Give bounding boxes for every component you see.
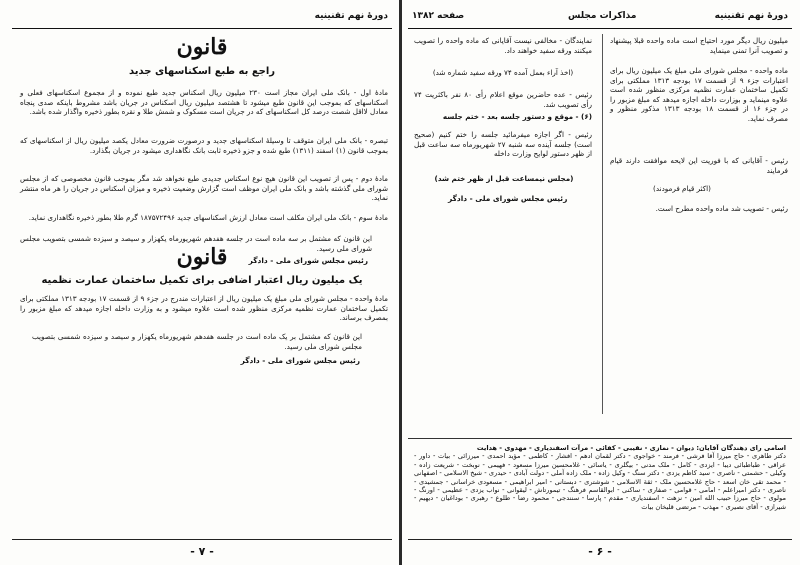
- law1-signature: رئیس مجلس شورای ملی - دادگر: [248, 256, 368, 265]
- members-top-rule: [408, 438, 792, 439]
- debate-right-p3: رئیس - آقایانی که با فوریت این لایحه موافقت دارند قیام فرمایند: [610, 156, 788, 175]
- debate-left-heading: (۶) - موقع و دستور جلسه بعد - ختم جلسه: [442, 112, 592, 121]
- debate-left-p6: (مجلس نیمساعت قبل از ظهر ختم شد): [434, 174, 574, 183]
- right-header-session: دورهٔ نهم تقنینیه: [714, 11, 788, 21]
- voters-list: [414, 444, 786, 536]
- debate-right-p4: (اکثر قیام فرمودند): [653, 184, 711, 193]
- right-header-title: مذاکرات مجلس: [568, 11, 637, 21]
- law1-subtitle: راجع به طبع اسکناسهای جدید: [128, 66, 276, 77]
- page-fold: [399, 0, 402, 565]
- law1-enactment: این قانون که مشتمل بر سه ماده است در جلسه هفدهم شهریورماه یکهزار و سیصد و سیزده شمسی بتصویب مجلس شورای ملی رسید.: [20, 234, 372, 253]
- right-footer-rule: [408, 539, 792, 541]
- law1-article2: مادهٔ دوم - پس از تصویب این قانون هیچ نوع اسکناس جدیدی طبع نخواهد شد مگر بموجب قانون مخصوصی که از مجلس شورای ملی گذشته باشد و بانک ملی ایران موظف است گزارش وضعیت ذخیره و میزان اسکناس در جریان را هر ماه منتشر نماید.: [20, 174, 388, 203]
- right-header-page: صفحه ۱۳۸۲: [412, 11, 465, 21]
- left-footer-rule: [12, 539, 392, 541]
- law1-article3: مادهٔ سوم - بانک ملی ایران مکلف است معادل ارزش اسکناسهای جدید ۱۸۷۵۷۲۴۹۶ گرم طلا بطور ذخیره نگاهداری نماید.: [28, 213, 388, 222]
- law2-enactment: این قانون که مشتمل بر یک ماده است در جلسه هفدهم شهریورماه یکهزار و سیصد و سیزده شمسی بتصویب مجلس شورای ملی رسید.: [32, 332, 362, 351]
- debate-left-p1: نمایندگان - مخالفی نیست آقایانی که ماده واحده را تصویب میکنند ورقه سفید خواهند داد.: [414, 36, 592, 55]
- law2-article: مادهٔ واحده - مجلس شورای ملی مبلغ یک میلیون ریال از اعتبارات مندرج در جزء ۹ از قسمت ۱۷ بودجه ۱۳۱۳ مملکتی برای تکمیل ساختمان عمارت نظمیه مرکزی منظور شده است علاوه میشود و به وزارت داخله اجازه میدهد که مبلغ مزبور را بمصرف برساند.: [20, 294, 389, 323]
- debate-signature: رئیس مجلس شورای ملی - دادگر: [448, 194, 568, 203]
- law2-subtitle: یک میلیون ریال اعتبار اضافی برای تکمیل ساختمان عمارت نظمیه: [41, 275, 363, 286]
- law1-note: تبصره - بانک ملی ایران متوقف تا وسیلهٔ اسکناسهای جدید و درصورت ضرورت معادل یکصد میلیون ریال از اسکناسهای که بموجب قانون (۱) اسفند (۱۳۱۱) طبع شده و جزو ذخیره ثابت بانک نگاهداری میشود در جریان بگذارد.: [20, 136, 388, 155]
- left-header-session: دورهٔ نهم تقنینیه: [314, 11, 388, 21]
- law2-title: قانون: [176, 244, 228, 270]
- debate-right-p2: ماده واحده - مجلس شورای ملی مبلغ یک میلیون ریال برای اعتبارات جزء ۹ از قسمت ۱۷ بودجه ۱۳۱۳ مملکتی برای تکمیل ساختمان عمارت نظمیه مرکزی منظور شده است علاوه مینماید و بوزارت داخله اجازه میدهد که مبلغ مزبور را در جزء ۱۶ از قسمت ۱۸ بودجه ۱۳۱۳ مذکور منظور و مصرف نماید.: [610, 66, 789, 123]
- debate-left-p5: رئیس - اگر اجازه میفرمائید جلسه را ختم کنیم (صحیح است) جلسه آینده سه شنبه ۲۷ شهریورماه سه ساعت قبل از ظهر دستور لوایح وزارت داخله: [414, 130, 592, 159]
- debate-right-p1: میلیون ریال دیگر مورد احتیاج است ماده واحده قبلا پیشنهاد و تصویب آنرا تمنی مینماید: [610, 36, 788, 55]
- law1-title: قانون: [176, 34, 228, 60]
- debate-left-p2: (اخذ آراء بعمل آمده ۷۴ ورقه سفید شماره شد): [432, 68, 574, 77]
- debate-left-p3: رئیس - عده حاضرین موقع اعلام رأی ۸۰ نفر باکثریت ۷۴ رأی تصویب شد.: [414, 90, 592, 109]
- column-divider: [602, 34, 603, 414]
- voters-heading: اسامی رای دهندگان آقایان: دیوان - نمازی - نقیبی - کفائی - مرآت اسفندیاری - مهدوی - هدایت: [476, 444, 786, 452]
- law2-signature: رئیس مجلس شورای ملی - دادگر: [240, 356, 360, 365]
- debate-right-p5: رئیس - تصویب شد ماده واحده مطرح است.: [655, 204, 788, 213]
- left-running-header: [12, 8, 392, 29]
- law1-article1: مادهٔ اول - بانک ملی ایران مجاز است ۲۳۰ میلیون ریال اسکناس جدید طبع نموده و از مجموع اسکناسهای فعلی و اسکناسهای که بموجب این قانون طبع میشود تا هشتصد میلیون ریال اسکناس در جریان باشد مشروط باینکه صدی پنجاه معادل لااقل شصت درصد کل اسکناسهای که در جریان است مسکوک و شمش طلا و نقره بطور ذخیره واگذار شده باشد.: [20, 88, 388, 117]
- right-folio: - ۶ -: [588, 545, 612, 558]
- voters-names: دکتر طاهری - حاج میرزا آقا فرشی - فرمند - خواجوی - دکتر لقمان ادهم - افشار - کاظمی - مؤید احمدی - میرزائی - بیات - داور - عراقی - طباطبائی دیبا - ایزدی - کامل - ملک مدنی - بیگلری - یاسائی - غلامحسین میرزا مسعود - فهیمی - نوبخت - شریعت زاده - وکیلی - حشمتی - ناصری - سید کاظم یزدی - دکتر سنگ - وکیل زاده - ملک زاده آملی - دولت آبادی - حیدری - شیخ الاسلامی - اصفهانی - محمد تقی خان اسعد - حاج غلامحسین ملک - ثقة الاسلامی - شوشتری - دبستانی - امیر ابراهیمی - مسعودی خراسانی - جمشیدی - ناصری - دکتر امیراعلم - امامی - قوامی - صفاری - ساکنی - ابوالقاسم فرهنگ - تیمورتاش - لیقوانی - نواب یزدی - عظیمی - اورنگ - مولوی - حاج میرزا حبیب الله امین - نزهت - اسفندیاری - مقدم - پارسا - سنندجی - محمود رضا - طلوع - رهبری - بوداغیان - دیهیم - شیرازی - آقای نصیری - مهذب - مرتضی قلیخان بیات: [414, 452, 786, 511]
- left-page: [12, 8, 392, 558]
- right-running-header: [408, 8, 792, 29]
- left-folio: - ۷ -: [190, 545, 214, 558]
- right-page: [408, 8, 792, 558]
